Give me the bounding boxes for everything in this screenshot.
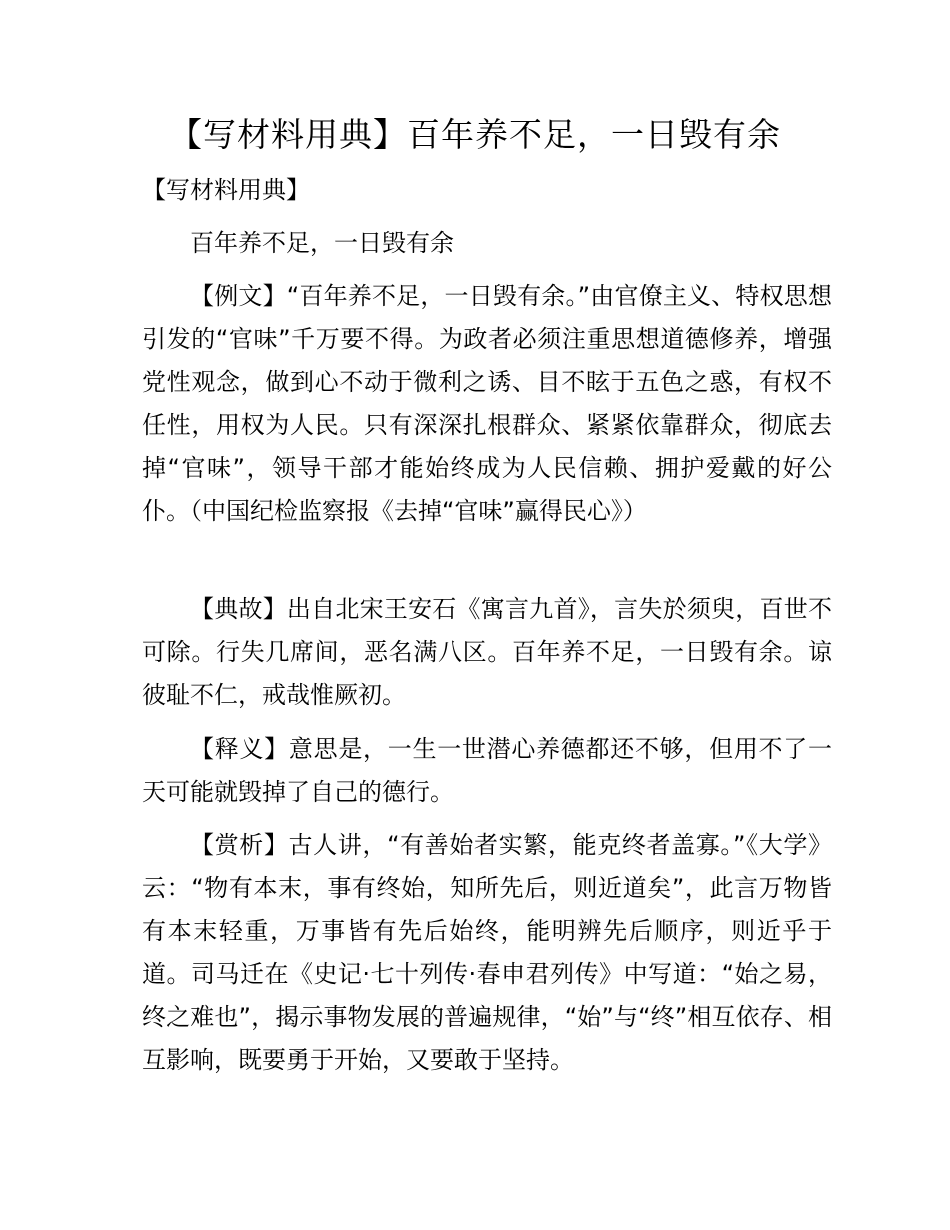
- meaning-paragraph: 【释义】意思是，一生一世潜心养德都还不够，但用不了一天可能就毁掉了自己的德行。: [142, 735, 832, 806]
- phrase-line: 百年养不足，一日毁有余: [190, 229, 454, 257]
- analysis-paragraph: 【赏析】古人讲，“有善始者实繁，能克终者盖寡。”《大学》云：“物有本末，事有终始，知所先后，则近道矣”，此言万物皆有本末轻重，万事皆有先后始终，能明辨先后顺序，则近乎于道。司马迁在《史记·七十列传·春申君列传》中写道：“始之易，终之难也”，揭示事物发展的普遍规律，“始”与“终”相互依存、相互影响，既要勇于开始，又要敢于坚持。: [142, 831, 832, 1074]
- document-title: 【写材料用典】百年养不足，一日毁有余: [169, 115, 781, 154]
- allusion-paragraph: 【典故】出自北宋王安石《寓言九首》，言失於须臾，百世不可除。行失几席间，恶名满八区。百年养不足，一日毁有余。谅彼耻不仁，戒哉惟厥初。: [142, 595, 832, 709]
- example-paragraph: 【例文】“百年养不足，一日毁有余。”由官僚主义、特权思想引发的“官味”千万要不得。为政者必须注重思想道德修养，增强党性观念，做到心不动于微利之诱、目不眩于五色之惑，有权不任性，用权为人民。只有深深扎根群众、紧紧依靠群众，彻底去掉“官味”，领导干部才能始终成为人民信赖、拥护爱戴的好公仆。（中国纪检监察报《去掉“官味”赢得民心》）: [142, 282, 832, 525]
- category-label: 【写材料用典】: [142, 176, 310, 204]
